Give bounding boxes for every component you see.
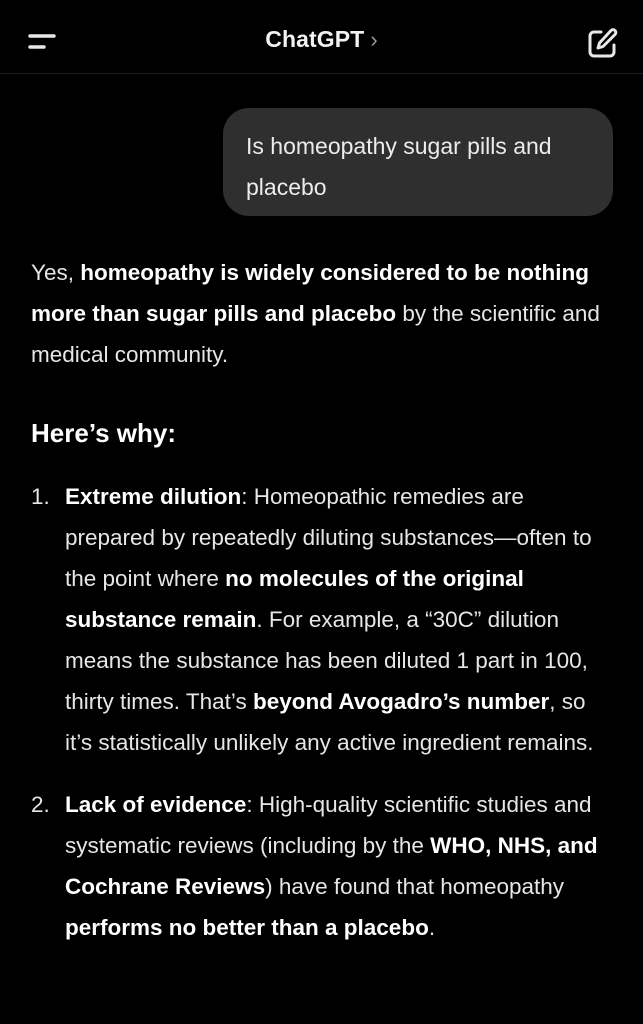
app-title: ChatGPT — [265, 26, 365, 52]
intro-bold: homeopathy is widely considered to be nothing more than sugar pills and placebo — [31, 260, 590, 326]
top-bar — [0, 0, 643, 74]
item-text: . — [428, 915, 436, 940]
intro-paragraph — [31, 252, 616, 375]
list-number: 1. — [31, 484, 50, 509]
intro-text: Yes, — [31, 260, 81, 285]
item-bold: performs no better than a placebo — [65, 915, 429, 940]
item-title: Lack of evidence — [65, 792, 247, 817]
model-selector[interactable] — [0, 26, 643, 53]
assistant-intro — [31, 252, 616, 375]
list-item — [31, 784, 611, 948]
item-bold: WHO, NHS, and Cochrane Reviews — [65, 833, 598, 899]
item-title: Extreme dilution — [65, 484, 242, 509]
chevron-right-icon: › — [370, 27, 378, 52]
answer-heading: Here’s why: — [31, 418, 176, 448]
item-text: : High-quality scientific studies and systematic reviews (including by the — [65, 792, 592, 858]
item-text: . For example, a “30C” dilution means the substance has been diluted 1 part in 100, thirty times. That’s — [65, 607, 588, 714]
item-text: , so it’s statistically unlikely any active ingredient remains. — [65, 689, 594, 755]
new-chat-edit-icon[interactable] — [582, 24, 622, 64]
user-message-bubble: Is homeopathy sugar pills and placebo — [223, 108, 613, 216]
list-number: 2. — [31, 792, 50, 817]
item-bold: no molecules of the original substance remain — [65, 566, 524, 632]
reasons-list — [31, 476, 611, 969]
item-text: : Homeopathic remedies are prepared by repeatedly diluting substances—often to the point where — [65, 484, 592, 591]
list-item — [31, 476, 611, 763]
item-text: ) have found that homeopathy — [265, 874, 565, 899]
item-bold: beyond Avogadro’s number — [252, 689, 550, 714]
intro-text-end: by the scientific and medical community. — [31, 301, 600, 367]
